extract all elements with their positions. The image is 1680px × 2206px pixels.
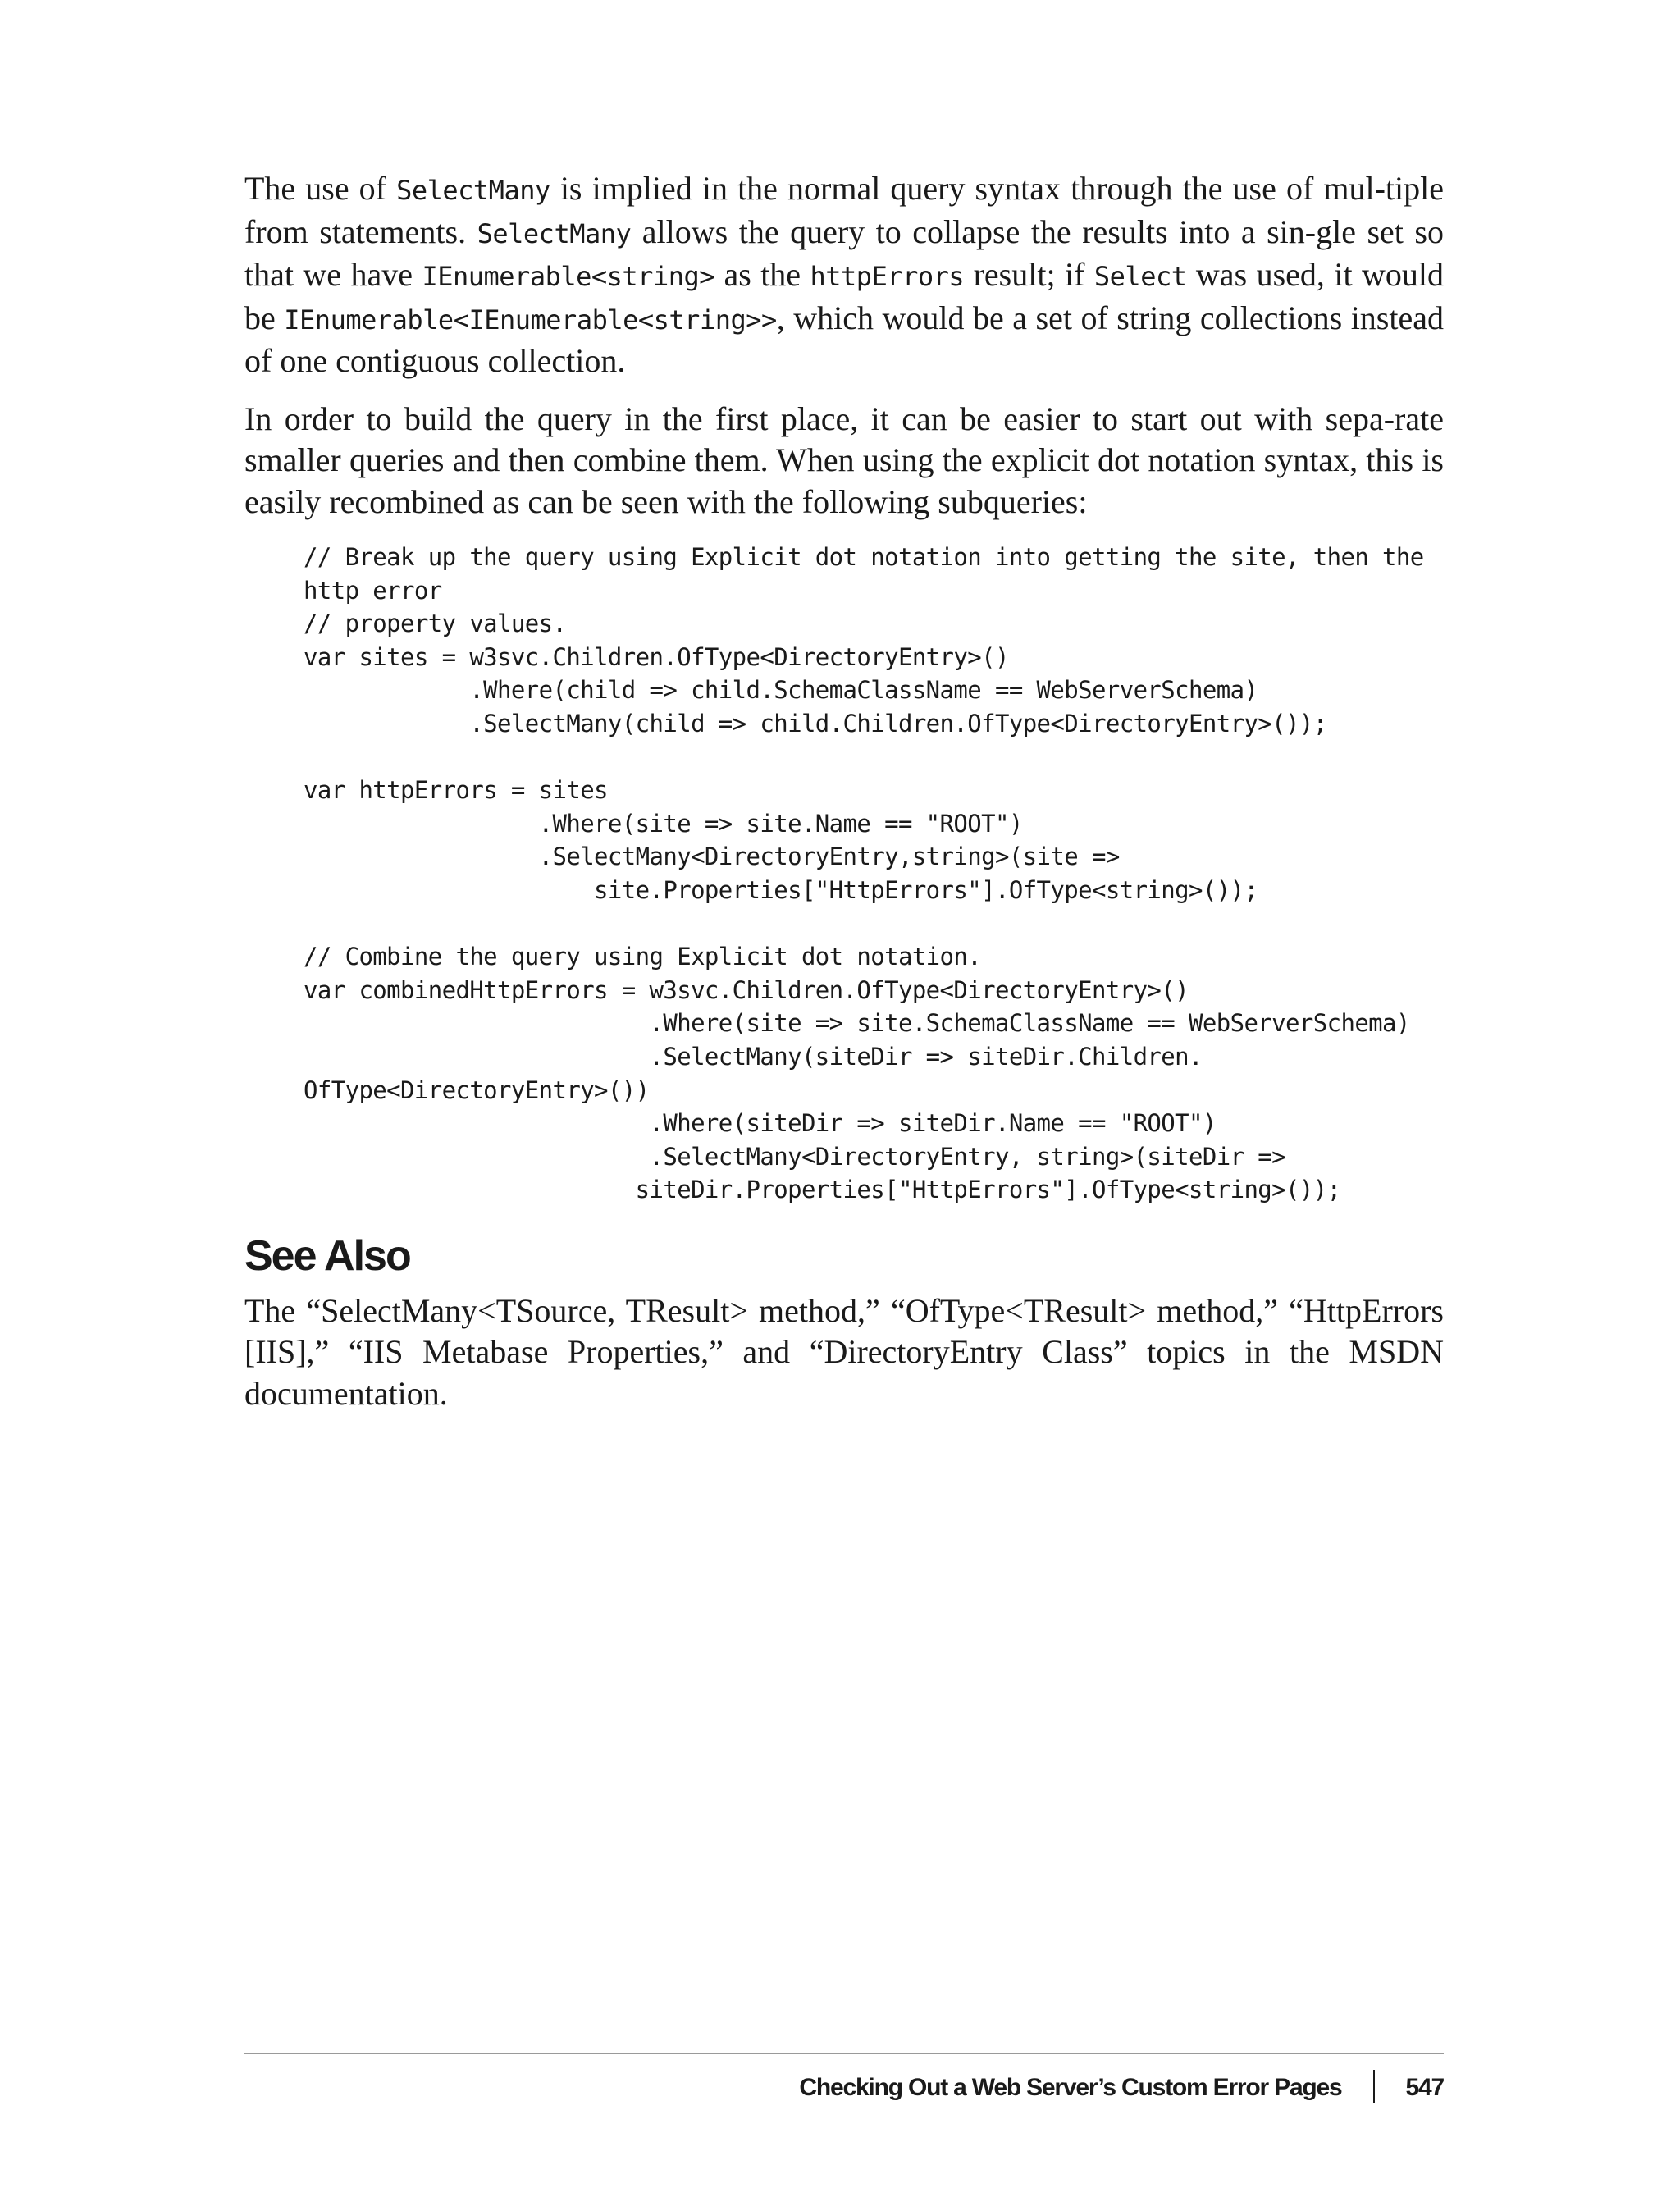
code-line: http error	[304, 576, 442, 605]
code-line: // Combine the query using Explicit dot notation.	[304, 943, 982, 971]
code-line: // property values.	[304, 610, 567, 638]
inline-code: IEnumerable<string>	[422, 261, 714, 292]
code-line: var sites = w3svc.Children.OfType<DirectoryEntry>()	[304, 642, 1009, 671]
paragraph-text: The use of	[244, 170, 397, 207]
paragraph-query-building: In order to build the query in the first place, it can be easier to start out with sepa-rate smaller queries and then combine them. When using the explicit dot notation syntax, this is easily recombined as can be seen with the following subqueries:	[244, 400, 1444, 520]
code-line: .SelectMany<DirectoryEntry, string>(siteDir =>	[304, 1142, 1286, 1171]
code-line: .SelectMany<DirectoryEntry,string>(site =>	[304, 843, 1120, 871]
page-content	[244, 168, 1444, 1431]
inline-code: IEnumerable<IEnumerable<string>>	[284, 304, 777, 336]
inline-code: httpErrors	[810, 261, 965, 292]
code-block-subqueries	[304, 541, 1444, 1207]
code-line: // Break up the query using Explicit dot notation into getting the site, then the	[304, 543, 1424, 571]
footer-divider	[1373, 2070, 1375, 2103]
paragraph-text: is implied in the normal query syntax through the use of mul-tiple from statements.	[244, 170, 1444, 250]
paragraph-text: allows the query to collapse the results into a sin-gle set so that we have	[244, 212, 1444, 293]
footer-chapter-title: Checking Out a Web Server’s Custom Error Pages	[799, 2073, 1342, 2101]
code-line: OfType<DirectoryEntry>())	[304, 1076, 650, 1104]
paragraph-text: as the	[714, 256, 810, 293]
inline-code: SelectMany	[477, 217, 632, 249]
code-line: .Where(child => child.SchemaClassName == WebServerSchema)	[304, 676, 1258, 705]
paragraph-selectmany-explanation	[244, 168, 1444, 382]
footer-page-number: 547	[1405, 2073, 1444, 2101]
code-line: .SelectMany(child => child.Children.OfType<DirectoryEntry>());	[304, 709, 1327, 738]
code-line: var combinedHttpErrors = w3svc.Children.OfType<DirectoryEntry>()	[304, 975, 1189, 1004]
code-line: .Where(site => site.Name == "ROOT")	[304, 809, 1023, 838]
paragraph-text: , which would be a set of string collections instead of one contiguous collection.	[244, 299, 1444, 379]
code-line: .SelectMany(siteDir => siteDir.Children.	[304, 1042, 1203, 1071]
code-line: siteDir.Properties["HttpErrors"].OfType<string>());	[304, 1176, 1341, 1204]
section-heading-see-also: See Also	[244, 1231, 410, 1280]
paragraph-see-also: The “SelectMany<TSource, TResult> method,” “OfType<TResult> method,” “HttpErrors [IIS],” “IIS Metabase Properties,” and “DirectoryEntry Class” topics in the MSDN documentation.	[244, 1291, 1444, 1412]
running-footer	[799, 2072, 1444, 2105]
paragraph-text: was used, it would be	[244, 256, 1444, 336]
code-line: .Where(siteDir => siteDir.Name == "ROOT")	[304, 1109, 1217, 1138]
inline-code: Select	[1093, 261, 1187, 292]
code-line	[304, 741, 1444, 774]
code-line: site.Properties["HttpErrors"].OfType<string>());	[304, 875, 1258, 904]
paragraph-text: result; if	[964, 256, 1094, 293]
page-footer	[244, 2053, 1444, 2101]
code-line	[304, 907, 1444, 941]
code-line: var httpErrors = sites	[304, 776, 608, 805]
code-line: .Where(site => site.SchemaClassName == WebServerSchema)	[304, 1009, 1410, 1038]
inline-code: SelectMany	[396, 175, 550, 206]
